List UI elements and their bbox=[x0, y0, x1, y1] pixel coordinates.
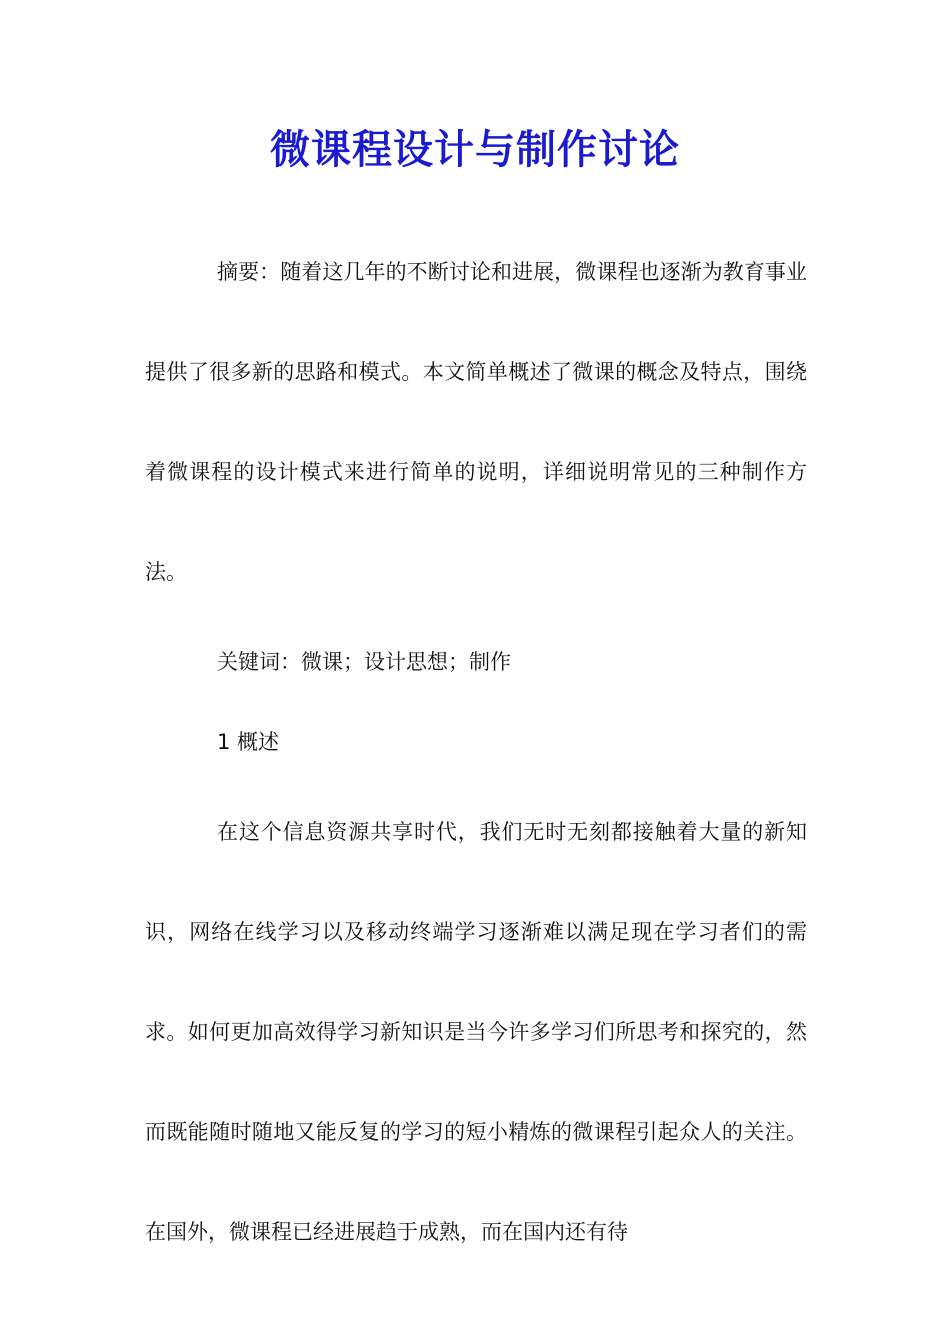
document-title: 微课程设计与制作讨论 bbox=[270, 126, 680, 173]
abstract-paragraph: 摘要：随着这几年的不断讨论和进展，微课程也逐渐为教育事业提供了很多新的思路和模式。本文简单概述了微课的概念及特点，围绕着微课程的设计模式来进行简单的说明，详细说明常见的三种制作方法。 bbox=[145, 260, 807, 584]
body-paragraph: 在这个信息资源共享时代，我们无时无刻都接触着大量的新知识，网络在线学习以及移动终端学习逐渐难以满足现在学习者们的需求。如何更加高效得学习新知识是当今许多学习们所思考和探究的，然而既能随时随地又能反复的学习的短小精炼的微课程引起众人的关注。在国外，微课程已经进展趋于成熟，而在国内还有待 bbox=[145, 820, 807, 1244]
keywords-line: 关键词：微课；设计思想；制作 bbox=[217, 650, 511, 674]
section-heading: 1 概述 bbox=[217, 730, 280, 754]
document-body bbox=[145, 222, 807, 1282]
